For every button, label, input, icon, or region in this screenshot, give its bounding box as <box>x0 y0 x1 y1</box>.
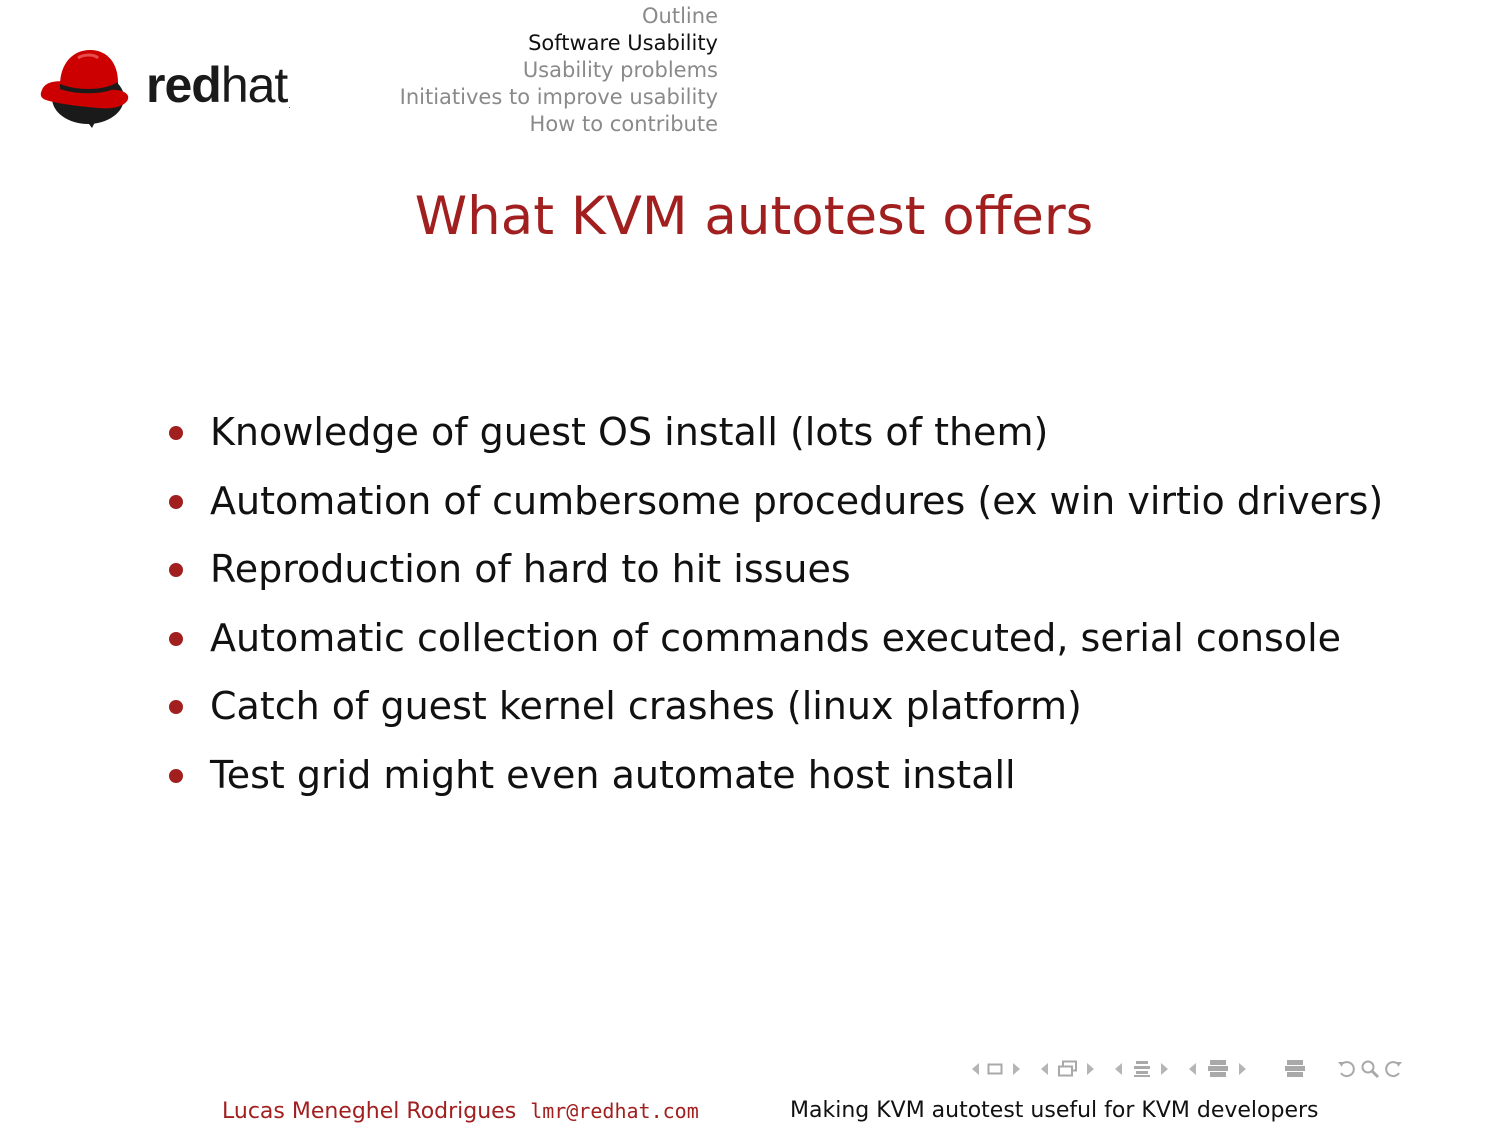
search-icon[interactable] <box>1358 1057 1382 1081</box>
next-subsection-icon[interactable] <box>1154 1057 1176 1081</box>
list-item <box>168 672 1383 741</box>
next-slide-icon[interactable] <box>1006 1057 1028 1081</box>
footer-email: lmr@redhat.com <box>530 1099 699 1123</box>
bullet-text: Automation of cumbersome procedures (ex win virtio drivers) <box>210 478 1384 523</box>
footer-author: Lucas Meneghel Rodrigues <box>222 1099 517 1124</box>
list-item <box>168 741 1383 810</box>
bullet-text: Knowledge of guest OS install (lots of them) <box>210 410 1049 454</box>
slide-icon[interactable] <box>984 1057 1006 1081</box>
bullet-icon <box>169 563 183 577</box>
next-frame-icon[interactable] <box>1080 1057 1102 1081</box>
bullet-icon <box>169 495 183 509</box>
slide-title: What KVM autotest offers <box>414 186 1094 247</box>
list-item <box>168 398 1383 467</box>
bullet-text: Automatic collection of commands executed, serial console <box>210 615 1342 660</box>
next-section-icon[interactable] <box>1232 1057 1254 1081</box>
list-item <box>168 535 1383 604</box>
list-item <box>168 467 1383 536</box>
navigation-symbols <box>966 1056 1406 1082</box>
bullet-text: Reproduction of hard to hit issues <box>210 547 851 592</box>
redhat-wordmark <box>146 57 290 113</box>
nav-item-initiatives[interactable]: Initiatives to improve usability <box>399 85 718 109</box>
bullet-text: Test grid might even automate host install <box>210 752 1016 797</box>
forward-icon[interactable] <box>1382 1057 1406 1081</box>
wordmark-hat: hat <box>220 57 288 113</box>
redhat-logo <box>38 46 328 132</box>
wordmark-red: red <box>146 57 221 113</box>
bullet-text: Catch of guest kernel crashes (linux platform) <box>210 684 1082 729</box>
bullet-icon <box>169 426 183 440</box>
bullet-icon <box>169 632 183 646</box>
back-icon[interactable] <box>1334 1057 1358 1081</box>
bullet-icon <box>169 700 183 714</box>
wordmark-trademark: . <box>288 101 290 110</box>
nav-item-software-usability[interactable]: Software Usability <box>528 31 718 55</box>
prev-slide-icon[interactable] <box>966 1057 984 1081</box>
document-icon[interactable] <box>1280 1057 1310 1081</box>
footer-talk-title: Making KVM autotest useful for KVM developers <box>790 1098 1319 1123</box>
footer-author-block <box>222 1094 699 1128</box>
nav-item-outline[interactable]: Outline <box>642 4 718 28</box>
list-item <box>168 604 1383 673</box>
nav-item-usability-problems[interactable]: Usability problems <box>522 58 718 82</box>
shadowman-hat-icon <box>38 46 130 128</box>
nav-item-how-to-contribute[interactable]: How to contribute <box>529 112 718 136</box>
bullet-icon <box>169 769 183 783</box>
prev-section-icon[interactable] <box>1180 1057 1204 1081</box>
section-icon[interactable] <box>1204 1057 1232 1081</box>
bullet-list <box>168 398 1383 810</box>
frame-icon[interactable] <box>1056 1057 1080 1081</box>
subsection-icon[interactable] <box>1130 1057 1154 1081</box>
prev-frame-icon[interactable] <box>1032 1057 1056 1081</box>
prev-subsection-icon[interactable] <box>1106 1057 1130 1081</box>
section-navigation <box>400 3 718 138</box>
